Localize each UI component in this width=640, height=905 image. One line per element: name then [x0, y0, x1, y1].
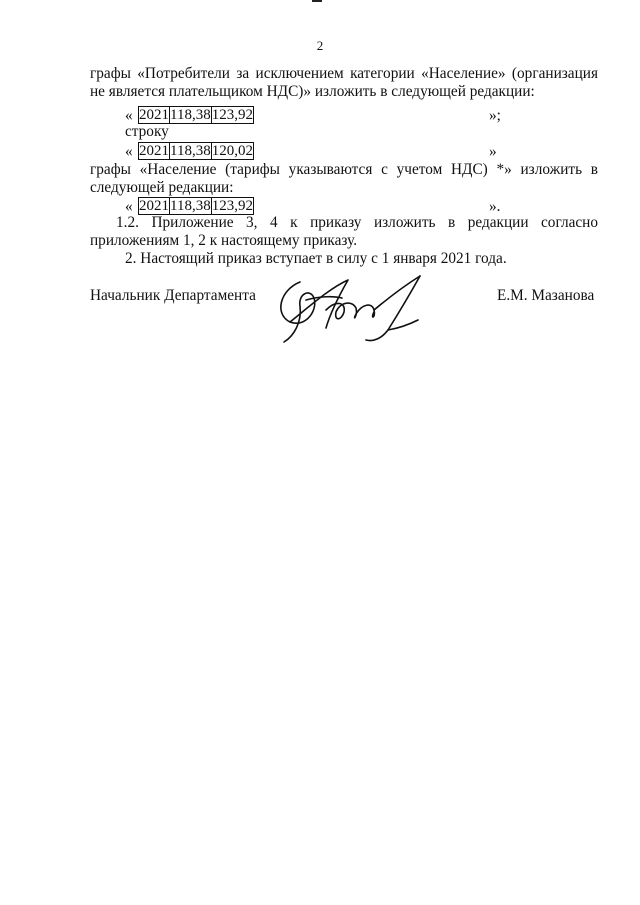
label-stroku: строку: [125, 123, 169, 140]
value-cell: 118,38: [170, 198, 211, 214]
page-number: 2: [316, 38, 324, 53]
value-cell: 120,02: [211, 143, 253, 159]
para1-line2: не является плательщиком НДС)» изложить в следующей редакции:: [90, 83, 535, 100]
close-quote: »: [489, 143, 497, 160]
top-mark: [312, 0, 322, 2]
year-cell: 2021: [139, 107, 169, 123]
value-cell: 123,92: [211, 198, 253, 214]
open-quote: «: [125, 143, 133, 160]
value-cell: 123,92: [211, 107, 253, 123]
year-cell: 2021: [139, 198, 169, 214]
tariff-table-1: [138, 106, 254, 124]
signer-title: Начальник Департамента: [90, 287, 256, 304]
close-quote: ».: [489, 198, 501, 215]
year-cell: 2021: [139, 143, 169, 159]
signer-name: Е.М. Мазанова: [497, 287, 595, 304]
tariff-table-2: [138, 142, 254, 160]
close-quote: »;: [489, 107, 501, 124]
signature-image: [270, 270, 440, 350]
tariff-table-3: [138, 197, 254, 215]
item-1-2-line1: 1.2. Приложение 3, 4 к приказу изложить в редакции согласно: [116, 214, 598, 231]
para1-line1: графы «Потребители за исключением категории «Население» (организация: [90, 65, 598, 82]
para2-line2: следующей редакции:: [90, 179, 234, 196]
value-cell: 118,38: [170, 107, 211, 123]
item-1-2-line2: приложениям 1, 2 к настоящему приказу.: [90, 232, 358, 249]
para2-line1: графы «Население (тарифы указываются с учетом НДС) *» изложить в: [90, 161, 598, 178]
item-2: 2. Настоящий приказ вступает в силу с 1 января 2021 года.: [125, 250, 507, 267]
value-cell: 118,38: [170, 143, 211, 159]
open-quote: «: [125, 107, 133, 124]
open-quote: «: [125, 198, 133, 215]
